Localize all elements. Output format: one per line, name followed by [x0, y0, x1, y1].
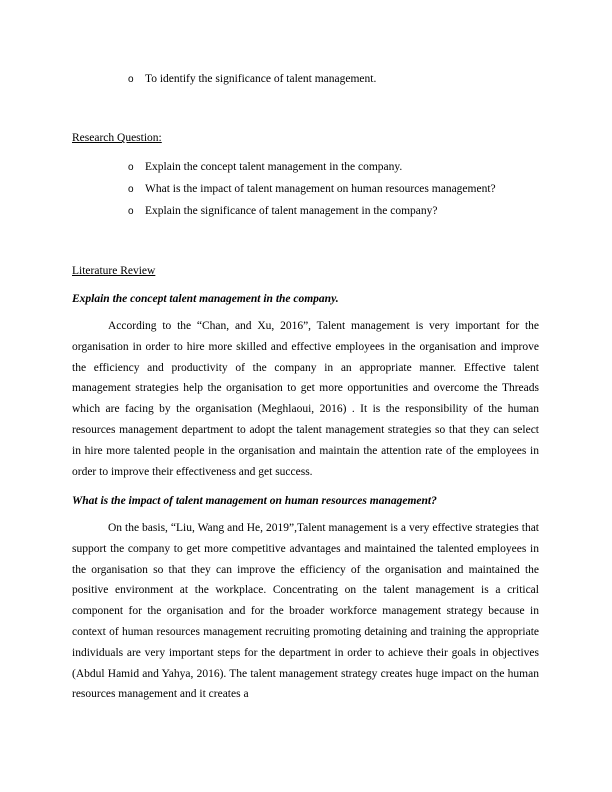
section-heading-concept: Explain the concept talent management in the company. [72, 293, 339, 305]
bullet-marker: o [128, 162, 134, 173]
research-question-heading: Research Question: [72, 132, 162, 144]
paragraph-impact: On the basis, “Liu, Wang and He, 2019”,Talent management is a very effective strategies that support the company to get more competitive advantages and maintained the talented employees in the organisation so that they can improve the efficiency of the organisation and maintained the positive environment at the workplace. Concentrating on the talent management is a critical component for the organisation and for the broader workforce management strategy because in context of human resources management recruiting promoting detaining and training the appropriate individuals are very important steps for the department in order to achieve their goals in objectives (Abdul Hamid and Yahya, 2016). The talent management strategy creates huge impact on the human resources management and it creates a [72, 522, 539, 701]
research-question-item [128, 182, 496, 197]
research-question-item [128, 160, 402, 175]
bullet-marker: o [128, 74, 134, 85]
research-question-item [128, 204, 438, 219]
research-question-text: Explain the concept talent management in the company. [145, 161, 403, 173]
objective-text: To identify the significance of talent management. [145, 73, 377, 85]
bullet-marker: o [128, 206, 134, 217]
research-question-text: Explain the significance of talent management in the company? [145, 205, 438, 217]
research-question-text: What is the impact of talent management on human resources management? [145, 183, 496, 195]
section-heading-impact: What is the impact of talent management on human resources management? [72, 495, 437, 507]
bullet-marker: o [128, 184, 134, 195]
literature-review-heading: Literature Review [72, 265, 156, 277]
paragraph-concept: According to the “Chan, and Xu, 2016”, Talent management is very important for the organisation in order to hire more skilled and effective employees in the organisation and improve the efficiency and productivity of the company in an appropriate manner. Effective talent management strategies help the organisation to get more opportunities and overcome the Threads which are facing by the organisation (Meghlaoui, 2016) . It is the responsibility of the human resources management department to adopt the talent management strategies so that they can select in hire more talented people in the organisation and maintain the attention rate of the employees in order to improve their effectiveness and get success. [72, 320, 539, 478]
objective-bullet-item [128, 72, 376, 87]
